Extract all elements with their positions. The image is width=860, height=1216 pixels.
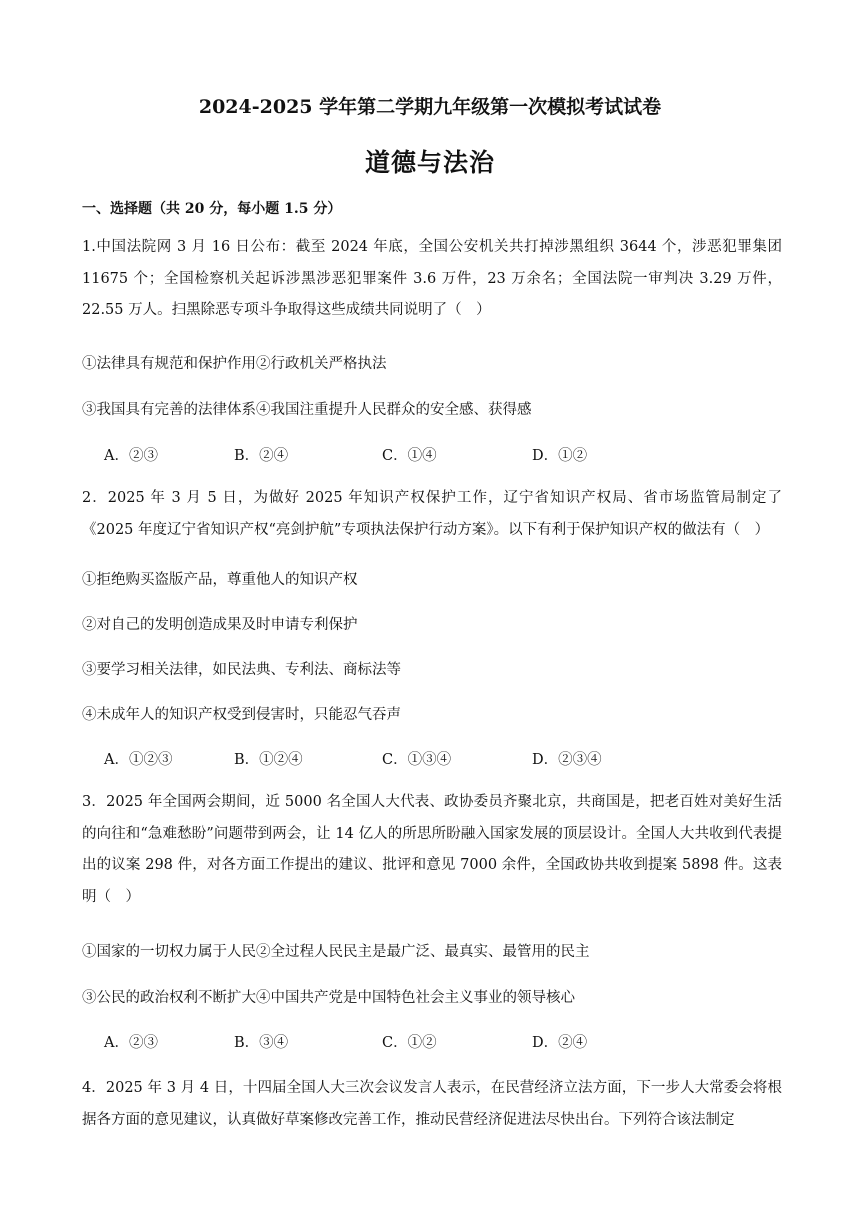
option-c[interactable]: C．①② (382, 1035, 437, 1051)
option-a[interactable]: A．②③ (104, 1035, 158, 1051)
question-2-statement: ③要学习相关法律，如民法典、专利法、商标法等 (82, 662, 401, 678)
option-b[interactable]: B．①②④ (234, 752, 303, 768)
question-2-statement: ④未成年人的知识产权受到侵害时，只能忍气吞声 (82, 707, 401, 723)
question-3-statement: ③公民的政治权利不断扩大④中国共产党是中国特色社会主义事业的领导核心 (82, 990, 575, 1006)
question-3-statement: ①国家的一切权力属于人民②全过程人民民主是最广泛、最真实、最管用的民主 (82, 944, 590, 960)
option-b[interactable]: B．②④ (234, 448, 289, 464)
option-c[interactable]: C．①③④ (382, 752, 452, 768)
option-d[interactable]: D．②③④ (532, 752, 602, 768)
option-c[interactable]: C．①④ (382, 448, 437, 464)
question-1-statement: ③我国具有完善的法律体系④我国注重提升人民群众的安全感、获得感 (82, 402, 532, 418)
exam-title: 2024-2025 学年第二学期九年级第一次模拟考试试卷 (198, 96, 662, 118)
question-1-stem: 1.中国法院网 3 月 16 日公布：截至 2024 年底，全国公安机关共打掉涉黑组织 3644 个，涉恶犯罪集团 11675 个；全国检察机关起诉涉黑涉恶犯罪案件 3.6 万件，23 万余名；全国法院一审判决 3.29 万件，22.55 万人。扫黑除恶专项斗争取得这些成绩共同说明了（ ） (82, 239, 782, 318)
section-heading: 一、选择题（共 20 分，每小题 1.5 分） (82, 201, 342, 217)
question-4-stem: 4．2025 年 3 月 4 日，十四届全国人大三次会议发言人表示，在民营经济立法方面，下一步人大常委会将根据各方面的意见建议，认真做好草案修改完善工作，推动民营经济促进法尽快出台。下列符合该法制定 (82, 1080, 782, 1128)
option-d[interactable]: D．②④ (532, 1035, 588, 1051)
option-b[interactable]: B．③④ (234, 1035, 289, 1051)
question-2-statement: ②对自己的发明创造成果及时申请专利保护 (82, 617, 358, 633)
question-2-stem: 2．2025 年 3 月 5 日，为做好 2025 年知识产权保护工作，辽宁省知识产权局、省市场监管局制定了《2025 年度辽宁省知识产权“亮剑护航”专项执法保护行动方案》。以下有利于保护知识产权的做法有（ ） (82, 490, 782, 538)
option-d[interactable]: D．①② (532, 448, 588, 464)
option-a[interactable]: A．②③ (104, 448, 158, 464)
question-2-statement: ①拒绝购买盗版产品，尊重他人的知识产权 (82, 572, 358, 588)
subject-title: 道德与法治 (364, 148, 495, 177)
question-3-stem: 3．2025 年全国两会期间，近 5000 名全国人大代表、政协委员齐聚北京，共商国是，把老百姓对美好生活的向往和“急难愁盼”问题带到两会，让 14 亿人的所思所盼融入国家发展的顶层设计。全国人大共收到代表提出的议案 298 件，对各方面工作提出的建议、批评和意见 7000 余件，全国政协共收到提案 5898 件。这表明（ ） (82, 794, 782, 905)
option-a[interactable]: A．①②③ (104, 752, 173, 768)
question-1-statement: ①法律具有规范和保护作用②行政机关严格执法 (82, 356, 387, 372)
